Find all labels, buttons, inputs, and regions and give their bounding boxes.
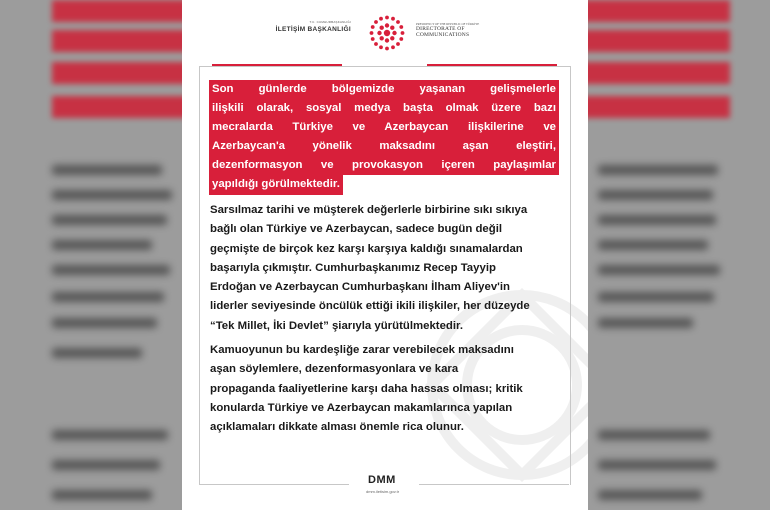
lead-line: dezenformasyon ve provokasyon içeren paylaşımlar [209,156,559,175]
paragraph-1 [210,201,560,336]
press-release-card [182,0,588,510]
background-left [0,0,182,510]
lead-line: Azerbaycan'a yönelik maksadını aşan eleştiri, [209,137,559,156]
paragraph-line: liderler seviyesinde öncülük ettiği ikili ilişkiler, her düzeyde [210,300,530,313]
header-left-title: İLETİŞİM BAŞKANLIĞI [275,26,351,33]
header-right [416,22,479,38]
paragraph-2 [210,341,560,437]
paragraph-line: Sarsılmaz tarihi ve müşterek değerlerle birbirine sıkı sıkıya [210,204,528,216]
paragraph-line: “Tek Millet, İki Devlet” şiarıyla yürütülmektedir. [210,319,464,332]
paragraph-line: konularda Türkiye ve Azerbaycan makamlarınca yapılan [210,401,513,414]
background-right [588,0,770,510]
footer-url[interactable]: dmm.iletisim.gov.tr [366,489,400,494]
paragraph-line: bağlı olan Türkiye ve Azerbaycan, sadece bugün değil [210,223,503,236]
lead-line: Son günlerde bölgemizde yaşanan gelişmelerle [209,80,559,99]
header-left [276,20,351,33]
paragraph-line: propaganda faaliyetlerine karşı daha hassas olması; kritik [210,382,523,395]
star-crescent-logo-icon [367,13,407,53]
paragraph-line: Erdoğan ve Azerbaycan Cumhurbaşkanı İlham Aliyev'in [210,281,511,294]
top-accent-bar [212,63,557,66]
paragraph-line: geçmişte de birçok kez karşı karşıya kaldığı sınamalardan [210,242,523,255]
paragraph-line: Kamuoyunun bu kardeşliğe zarar verebilecek maksadını [210,344,514,356]
header-right-small: PRESIDENCY OF THE REPUBLIC OF TÜRKİYE [416,22,480,26]
header-left-small: T.C. CUMHURBAŞKANLIĞI [309,20,351,24]
paragraph-line: açıklamaları dikkate alması önemle rica olunur. [210,421,464,434]
highlighted-lead-text [209,80,559,195]
dmm-logo: DMM [368,474,396,486]
lead-line: mecralarda Türkiye ve Azerbaycan ilişkilerine ve [209,118,559,137]
header-right-line1: DIRECTORATE OF [416,26,465,32]
paragraph-line: aşan söylemlere, dezenformasyonlara ve kara [210,363,459,376]
header [182,10,588,60]
lead-line: ilişkili olarak, sosyal medya başta olmak üzere bazı [209,99,559,118]
header-right-line2: COMMUNICATIONS [416,32,470,38]
paragraph-line: başarıyla çıkmıştır. Cumhurbaşkanımız Recep Tayyip [210,261,496,274]
lead-line: yapıldığı görülmektedir. [209,175,343,194]
